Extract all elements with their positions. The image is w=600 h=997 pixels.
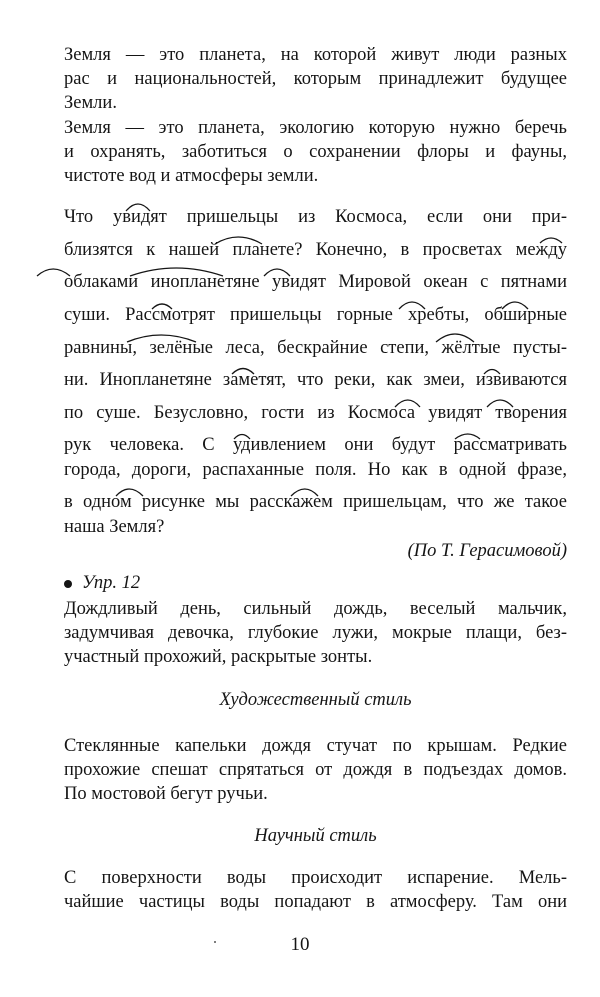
text-line: прохожие спешат спрятаться от дождя в подъездах домов. [64, 760, 567, 780]
text-line: Стеклянные капельки дождя стучат по крышам. Редкие [64, 736, 567, 756]
text-line: Дождливый день, сильный дождь, веселый мальчик, [64, 599, 567, 619]
text-line: Земли. [64, 93, 117, 113]
bullet-icon [64, 580, 72, 588]
page-number: 10 [290, 934, 310, 955]
exercise-label: Упр. 12 [82, 573, 141, 593]
text-line: чистоте вод и атмосферы земли. [64, 166, 319, 186]
text-line: Что увидят пришельцы из Космоса, если они при- [64, 207, 567, 227]
text-line: ни. Инопланетяне заметят, что реки, как змеи, извиваются [64, 370, 567, 390]
text-line: по суше. Безусловно, гости из Космоса увидят творения [64, 403, 567, 423]
text-line: По мостовой бегут ручьи. [64, 784, 268, 804]
text-line: облаками инопланетяне увидят Мировой океан с пятнами [64, 272, 567, 292]
attribution: (По Т. Герасимовой) [407, 541, 567, 561]
text-line: Земля — это планета, на которой живут люди разных [64, 45, 567, 65]
text-line: рас и национальностей, которым принадлежит будущее [64, 69, 567, 89]
text-line: чайшие частицы воды попадают в атмосферу. Там они [64, 892, 567, 912]
text-line: задумчивая девочка, глубокие лужи, мокрые плащи, без- [64, 623, 567, 643]
text-line: близятся к нашей планете? Конечно, в просветах между [64, 240, 567, 260]
text-line: наша Земля? [64, 517, 165, 537]
text-line: рук человека. С удивлением они будут рассматривать [64, 435, 567, 455]
section-heading: Научный стиль [254, 826, 377, 846]
text-line: участный прохожий, раскрытые зонты. [64, 647, 373, 667]
text-line: суши. Рассмотрят пришельцы горные хребты, обширные [64, 305, 567, 325]
text-line: в одном рисунке мы расскажем пришельцам, что же такое [64, 492, 567, 512]
text-line: С поверхности воды происходит испарение. Мель- [64, 868, 567, 888]
text-line: и охранять, заботиться о сохранении флоры и фауны, [64, 142, 567, 162]
text-line: города, дороги, распаханные поля. Но как в одной фразе, [64, 460, 567, 480]
section-heading: Художественный стиль [219, 690, 412, 710]
text-line: равнины, зелёные леса, бескрайние степи, жёлтые пусты- [64, 338, 567, 358]
text-line: Земля — это планета, экологию которую нужно беречь [64, 118, 567, 138]
